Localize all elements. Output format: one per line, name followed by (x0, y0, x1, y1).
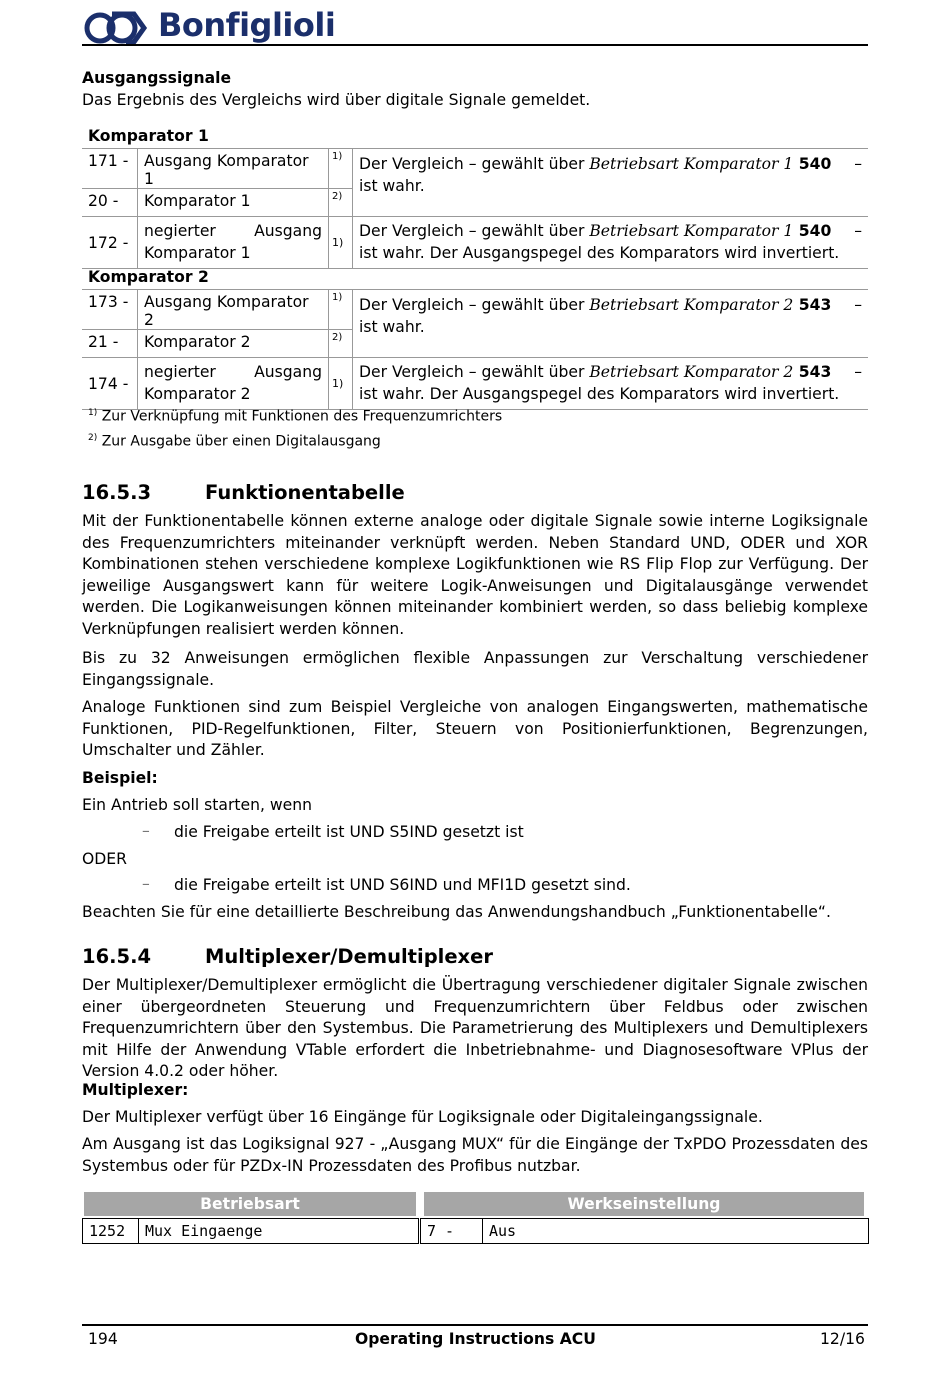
signal-name: Komparator 2 (138, 330, 329, 358)
document-date: 12/16 (820, 1330, 865, 1348)
footnote-ref: 1) (329, 358, 353, 410)
footnote-ref: 2) (329, 330, 353, 358)
comparator1-table (82, 148, 868, 269)
signal-number: 171 - (82, 149, 138, 189)
signal-number: 173 - (82, 290, 138, 330)
table-row (82, 149, 868, 189)
table-row (82, 358, 868, 410)
section-title: Multiplexer/Demultiplexer (205, 945, 493, 968)
signal-name: Komparator 1 (138, 189, 329, 217)
footnote-ref: 1) (329, 149, 353, 189)
section-title: Funktionentabelle (205, 481, 405, 504)
default-name: Aus (489, 1222, 517, 1240)
document-title: Operating Instructions ACU (355, 1330, 596, 1348)
footer-rule (82, 1324, 868, 1326)
footnote-ref: 1) (329, 290, 353, 330)
footnote-1: $^{1)}$ Zur Verknüpfung mit Funktionen des Frequenzumrichters (88, 408, 503, 425)
signal-name: negierter Ausgang Komparator 1 (138, 217, 329, 269)
bullet-dash: – (142, 875, 150, 893)
comparator1-title: Komparator 1 (88, 127, 209, 145)
signal-description: Der Vergleich – gewählt über Betriebsart Komparator 1 540 – ist wahr. Der Ausgangspegel des Komparators wird invertiert. (359, 222, 862, 262)
paragraph: Am Ausgang ist das Logiksignal 927 - „Ausgang MUX“ für die Eingänge der TxPDO Prozessdaten des Systembus oder für PZDx-IN Prozessdaten des Profibus nutzbar. (82, 1135, 868, 1175)
paragraph: Analoge Funktionen sind zum Beispiel Vergleiche von analogen Eingangswerten, mathematische Funktionen, PID-Regelfunktionen, Filter, Steuern von Positionierfunktionen, Begrenzungen, Umschalter und Zähler. (82, 698, 868, 759)
parameter-name: Mux Eingaenge (145, 1222, 263, 1240)
multiplexer-label: Multiplexer: (82, 1081, 189, 1099)
section-number: 16.5.3 (82, 481, 152, 504)
list-item: die Freigabe erteilt ist UND S6IND und MFI1D gesetzt sind. (174, 876, 631, 894)
table-row (420, 1218, 869, 1244)
paragraph: Mit der Funktionentabelle können externe analoge oder digitale Signale sowie interne Logiksignale des Frequenzumrichters miteinander verknüpft werden. Neben Standard UND, ODER und XOR Kombinationen stehen verschiedene komplexe Logikfunktionen wie RS Flip Flop zur Verfügung. Der jeweilige Ausgangswert kann für weitere Logik-Anweisungen und Digitalausgänge verwendet werden. Die Logikanweisungen können miteinander kombiniert werden, so dass beliebig komplexe Verknüpfungen realisiert werden können. (82, 512, 868, 638)
example-intro: Ein Antrieb soll starten, wenn (82, 796, 312, 814)
comparator2-table (82, 289, 868, 410)
signal-number: 21 - (82, 330, 138, 358)
output-signals-intro: Das Ergebnis des Vergleichs wird über digitale Signale gemeldet. (82, 91, 591, 109)
signal-description: Der Vergleich – gewählt über Betriebsart Komparator 2 543 – ist wahr. (359, 296, 862, 336)
signal-description: Der Vergleich – gewählt über Betriebsart Komparator 2 543 – ist wahr. Der Ausgangspegel des Komparators wird invertiert. (359, 363, 862, 403)
or-label: ODER (82, 850, 127, 868)
header-rule (82, 44, 868, 46)
footnote-ref: 1) (329, 217, 353, 269)
footnote-2: $^{2)}$ Zur Ausgabe über einen Digitalausgang (88, 433, 381, 450)
page-number: 194 (88, 1330, 118, 1348)
column-header-mode: Betriebsart (84, 1192, 416, 1216)
list-item: die Freigabe erteilt ist UND S5IND gesetzt ist (174, 823, 524, 841)
example-label: Beispiel: (82, 769, 158, 787)
brand-name: Bonfiglioli (158, 6, 336, 44)
table-row (82, 217, 868, 269)
table-row (82, 290, 868, 330)
output-signals-heading: Ausgangssignale (82, 69, 232, 87)
column-header-default: Werkseinstellung (424, 1192, 864, 1216)
reference-note: Beachten Sie für eine detaillierte Beschreibung das Anwendungshandbuch „Funktionentabelle“. (82, 903, 831, 921)
signal-number: 174 - (82, 358, 138, 410)
comparator2-title: Komparator 2 (88, 268, 209, 286)
signal-name: Ausgang Komparator 1 (138, 149, 329, 189)
parameter-number: 1252 (83, 1219, 139, 1243)
bonfiglioli-logo-icon (82, 10, 150, 46)
paragraph: Bis zu 32 Anweisungen ermöglichen flexible Anpassungen zur Verschaltung verschiedener Eingangssignale. (82, 649, 868, 689)
signal-number: 20 - (82, 189, 138, 217)
table-row (82, 1218, 419, 1244)
signal-description: Der Vergleich – gewählt über Betriebsart Komparator 1 540 – ist wahr. (359, 155, 862, 195)
default-number: 7 - (421, 1219, 483, 1243)
paragraph: Der Multiplexer verfügt über 16 Eingänge für Logiksignale oder Digitaleingangssignale. (82, 1108, 763, 1126)
footnote-ref: 2) (329, 189, 353, 217)
signal-name: Ausgang Komparator 2 (138, 290, 329, 330)
section-number: 16.5.4 (82, 945, 152, 968)
bullet-dash: – (142, 822, 150, 840)
paragraph: Der Multiplexer/Demultiplexer ermöglicht die Übertragung verschiedener digitaler Signale zwischen einer übergeordneten Steuerung und Frequenzumrichtern über Feldbus oder zwischen Frequenzumrichtern über den Systembus. Die Parametrierung des Multiplexers und Demultiplexers mit Hilfe der Anwendung VTable erfordert die Inbetriebnahme- und Diagnosesoftware VPlus der Version 4.0.2 oder höher. (82, 976, 868, 1080)
signal-name: negierter Ausgang Komparator 2 (138, 358, 329, 410)
signal-number: 172 - (82, 217, 138, 269)
